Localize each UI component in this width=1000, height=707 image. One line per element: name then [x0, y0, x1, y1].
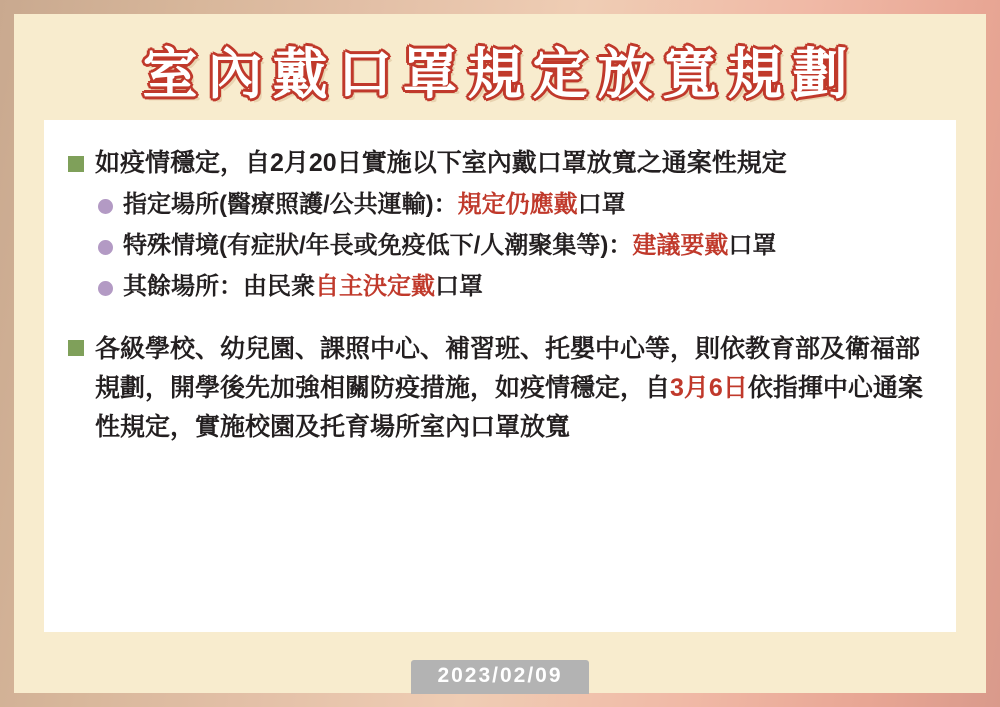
paragraph-tail: 依指揮中心通案性規定，實施校園及托育場所室內口罩放寬 — [95, 374, 923, 442]
list-item-lead: 其餘場所：由民衆 — [123, 273, 315, 301]
square-bullet-icon — [68, 340, 84, 356]
section-heading-text: 如疫情穩定，自2月20日實施以下室內戴口罩放寬之通案性規定 — [95, 148, 787, 177]
date-badge: 2023/02/09 — [411, 660, 588, 694]
section-general-rules — [68, 146, 930, 305]
list-item-highlight: 自主決定戴 — [315, 273, 435, 301]
list-item — [98, 270, 930, 304]
list-item-highlight: 規定仍應戴 — [457, 191, 578, 219]
content-card — [44, 120, 956, 632]
dot-bullet-icon — [98, 240, 113, 255]
poster-inner — [14, 14, 986, 693]
list-item-tail: 口罩 — [435, 273, 483, 301]
page-title: 室內戴口罩規定放寬規劃 — [142, 43, 858, 105]
list-item-tail: 口罩 — [577, 191, 626, 219]
paragraph-highlight: 3月6日 — [670, 374, 748, 403]
list-item — [98, 188, 930, 222]
square-bullet-icon — [68, 156, 84, 172]
section-heading — [68, 146, 930, 182]
section-paragraph-text — [95, 330, 930, 447]
list-item-highlight: 建議要戴 — [632, 232, 729, 260]
list-item-lead: 指定場所(醫療照護/公共運輸)： — [123, 191, 458, 219]
list-item-tail: 口罩 — [728, 232, 777, 260]
list-item-lead: 特殊情境(有症狀/年長或免疫低下/人潮聚集等)： — [123, 232, 633, 260]
list-item-text — [123, 188, 626, 222]
list-item-text — [123, 270, 483, 304]
title-bar — [44, 38, 956, 120]
dot-bullet-icon — [98, 199, 113, 214]
section-schools — [68, 330, 930, 447]
date-bar — [14, 660, 986, 694]
list-item-text — [123, 229, 776, 263]
section-paragraph — [68, 330, 930, 447]
paragraph-lead: 各級學校、幼兒園、課照中心、補習班、托嬰中心等，則依教育部及衛福部規劃，開學後先加強相關防疫措施，如疫情穩定，自 — [95, 335, 921, 403]
dot-bullet-icon — [98, 281, 113, 296]
list-item — [98, 229, 930, 263]
